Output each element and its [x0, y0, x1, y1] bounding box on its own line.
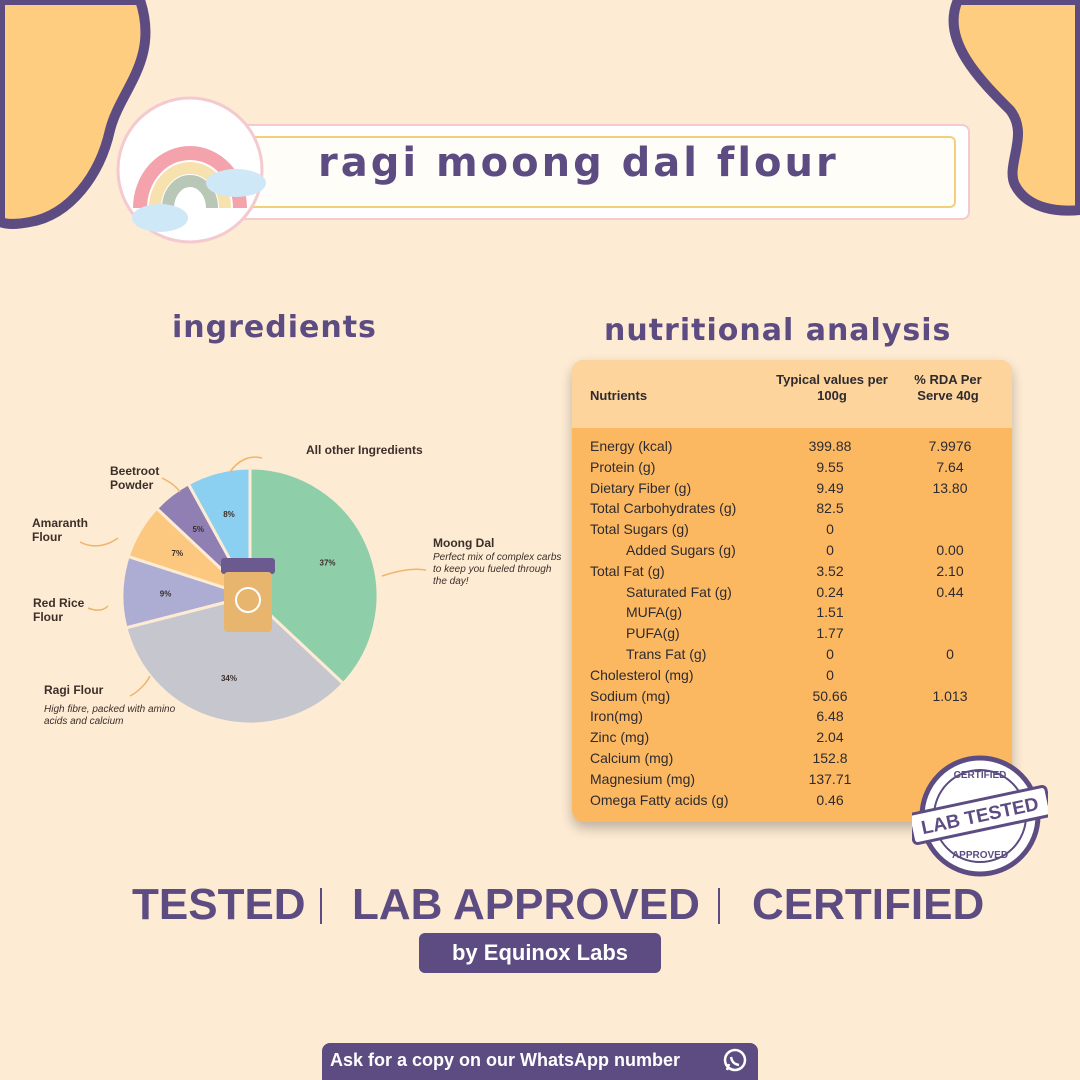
- pie-pct-label: 9%: [159, 589, 172, 599]
- pie-pct-label: 7%: [171, 548, 184, 558]
- pie-pct-label: 5%: [192, 525, 205, 535]
- nutrient-value: 1.77: [816, 625, 844, 642]
- nutrient-rda: 7.9976: [928, 438, 972, 454]
- nutrient-value: 50.66: [812, 687, 848, 704]
- nutrient-rda: 13.80: [932, 479, 968, 496]
- nutrient-value: 0: [826, 521, 834, 538]
- nutrient-name: Total Sugars (g): [590, 521, 689, 538]
- pie-label-red-rice: Red Rice Flour: [33, 596, 85, 624]
- nutrient-value: 9.49: [816, 479, 844, 496]
- pie-pct-label: 37%: [319, 558, 336, 568]
- pie-pct-label: 8%: [223, 510, 235, 520]
- ingredients-heading: ingredients: [172, 310, 377, 345]
- nutrient-name: Added Sugars (g): [626, 542, 736, 558]
- nutrient-name: MUFA(g): [626, 604, 682, 621]
- nutrient-name: Total Fat (g): [590, 562, 665, 579]
- stamp-top-text: CERTIFIED: [953, 770, 1007, 781]
- nutrient-rda: 1.013: [932, 687, 968, 704]
- lab-tested-stamp: [912, 754, 1048, 880]
- nutrient-value: 0: [826, 542, 834, 558]
- nutrient-value: 2.04: [816, 729, 844, 746]
- stamp-bottom-text: APPROVED: [951, 850, 1009, 861]
- table-header: [572, 360, 1012, 428]
- nutrient-value: 0.24: [816, 583, 844, 600]
- separator-1: [320, 888, 322, 924]
- pie-label-ragi: Ragi Flour: [44, 683, 104, 697]
- nutrient-value: 0: [826, 666, 834, 683]
- nutrient-value: 137.71: [808, 770, 852, 787]
- nutrient-name: Calcium (mg): [590, 750, 674, 766]
- header-rda: % RDA Per Serve 40g: [914, 372, 982, 403]
- nutrient-name: PUFA(g): [626, 625, 680, 642]
- nutrition-heading: nutritional analysis: [604, 313, 952, 348]
- certified-text: CERTIFIED: [752, 880, 985, 929]
- nutrient-value: 399.88: [808, 438, 852, 454]
- nutrient-value: 9.55: [816, 458, 844, 475]
- header-nutrients: Nutrients: [590, 388, 648, 403]
- nutrient-name: Zinc (mg): [590, 729, 650, 746]
- pie-label-moong: Moong Dal: [433, 536, 495, 550]
- nutrient-value: 1.51: [816, 604, 844, 621]
- lab-approved-text: LAB APPROVED: [352, 880, 700, 929]
- stamp-main-text: LAB TESTED: [919, 793, 1041, 840]
- whatsapp-text: Ask for a copy on our WhatsApp number: [330, 1050, 681, 1070]
- nutrient-value: 152.8: [812, 750, 848, 766]
- nutrient-name: Energy (kcal): [590, 438, 673, 454]
- top-right-blob: [954, 0, 1080, 211]
- nutrient-name: Trans Fat (g): [626, 646, 707, 662]
- rainbow-icon: [108, 88, 278, 258]
- separator-2: [718, 888, 720, 924]
- pie-pct-label: 34%: [220, 673, 237, 683]
- pie-label-beetroot: Beetroot Powder: [110, 464, 160, 492]
- nutrient-name: Dietary Fiber (g): [590, 479, 692, 496]
- nutrient-name: Iron(mg): [590, 708, 643, 725]
- whatsapp-icon: [722, 1047, 748, 1073]
- nutrient-name: Sodium (mg): [590, 687, 671, 704]
- pie-desc-ragi: High fibre, packed with amino acids and calcium: [44, 704, 176, 727]
- equinox-labs-badge: by Equinox Labs: [419, 933, 661, 973]
- nutrient-name: Protein (g): [590, 458, 656, 475]
- nutrient-name: Magnesium (mg): [590, 770, 696, 787]
- nutrient-rda: 2.10: [936, 562, 964, 579]
- nutrient-name: Omega Fatty acids (g): [590, 791, 729, 808]
- nutrient-name: Saturated Fat (g): [626, 583, 732, 600]
- nutrient-value: 3.52: [816, 562, 844, 579]
- nutrient-rda: 0.00: [936, 542, 964, 558]
- nutrient-value: 0.46: [816, 791, 844, 808]
- pie-desc-moong: Perfect mix of complex carbs to keep you fueled through the day!: [433, 552, 562, 587]
- nutrient-value: 0: [826, 646, 834, 662]
- header-typical: Typical values per 100g: [776, 372, 888, 403]
- page-title: ragi moong dal flour: [318, 140, 839, 186]
- nutrient-rda: 0: [946, 646, 954, 662]
- whatsapp-banner[interactable]: [322, 1043, 758, 1080]
- nutrient-name: Cholesterol (mg): [590, 666, 694, 683]
- nutrient-value: 82.5: [816, 500, 844, 517]
- pie-label-other: All other Ingredients: [306, 443, 423, 457]
- nutrient-name: Total Carbohydrates (g): [590, 500, 737, 517]
- nutrient-rda: 0.44: [936, 583, 964, 600]
- nutrition-table: [572, 360, 1012, 822]
- tested-text: TESTED: [132, 880, 306, 929]
- pie-label-amaranth: Amaranth Flour: [32, 516, 89, 544]
- product-pack-icon: [221, 558, 275, 632]
- nutrient-rda: 7.64: [936, 458, 964, 475]
- nutrient-value: 6.48: [816, 708, 844, 725]
